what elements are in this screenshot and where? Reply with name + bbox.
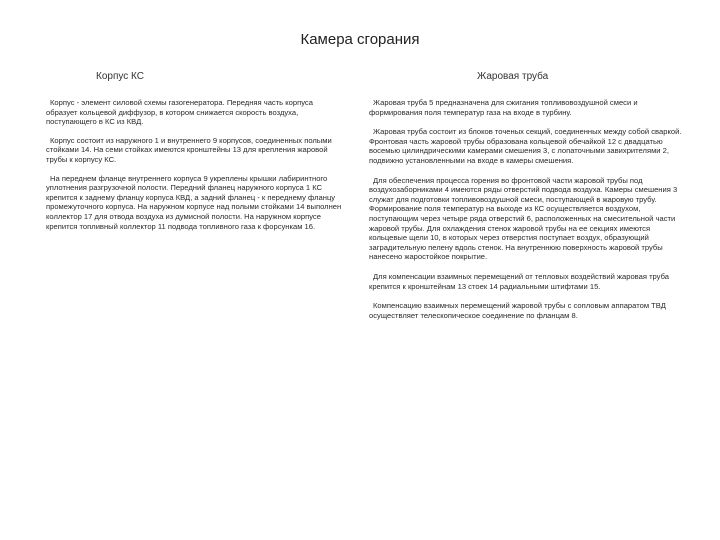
- right-column-heading: Жаровая труба: [477, 71, 549, 82]
- left-paragraph: На переднем фланце внутреннего корпуса 9 укреплены крышки лабиринтного уплотнения разгрузочной полости. Передний фланец наружного корпуса 1 КС крепится к заднему фланцу корпуса КВД, а задний фланец - к переднему фланцу промежуточного корпуса. На наружном корпусе над полыми стойками 14 выполнен коллектор 17 для отвода воздуха из думисной полости. На наружном корпусе крепится топливный коллектор 11 подвода топливного газа к форсункам 16.: [46, 173, 342, 231]
- left-column: [46, 70, 346, 240]
- right-column: [369, 70, 687, 330]
- left-column-heading: Корпус КС: [96, 71, 144, 82]
- right-paragraph: Для компенсации взаимных перемещений от тепловых воздействий жаровая труба крепится к кронштейнам 13 стоек 14 радиальными штифтами 15.: [369, 271, 669, 291]
- left-paragraph: Корпус состоит из наружного 1 и внутреннего 9 корпусов, соединенных полыми стойками 14. На семи стойках имеются кронштейны 13 для крепления жаровой трубы к корпусу КС.: [46, 135, 332, 164]
- left-paragraph: Корпус - элемент силовой схемы газогенератора. Передняя часть корпуса образует кольцевой диффузор, в котором снижается скорость воздуха, поступающего в КС из КВД.: [46, 98, 313, 127]
- right-paragraph: Компенсацию взаимных перемещений жаровой трубы с сопловым аппаратом ТВД осуществляет телескопическое соединение по фланцам 8.: [369, 301, 666, 320]
- page-title: Камера сгорания: [300, 31, 420, 48]
- right-paragraph: Жаровая труба 5 предназначена для сжигания топливовоздушной смеси и формирования поля температур газа на входе в турбину.: [369, 98, 638, 117]
- right-paragraph: Для обеспечения процесса горения во фронтовой части жаровой трубы под воздухозаборниками 4 имеются ряды отверстий подвода воздуха. Камеры смешения 3 служат для подготовки топливовоздушной смеси, поступающей в жаровую трубу. Формирование поля температур на выходе из КС осуществляется воздухом, поступающим через четыре ряда отверстий 6, расположенных на смесительной части жаровой трубы. Для охлаждения стенок жаровой трубы на ее секциях имеются кольцевые щели 10, в которых через отверстия поступает воздух, образующий заградительную пелену вдоль стенок. На внутреннюю поверхность жаровой трубы нанесено жаростойкое покрытие.: [369, 175, 678, 262]
- right-paragraph: Жаровая труба состоит из блоков точеных секций, соединенных между собой сваркой. Фронтовая часть жаровой трубы образована кольцевой обечайкой 12 с двадцатью восемью цилиндрическими камерами смешения 3, с лопаточными завихрителями 2, подвижно установленными на входе в камеры смешения.: [369, 127, 682, 165]
